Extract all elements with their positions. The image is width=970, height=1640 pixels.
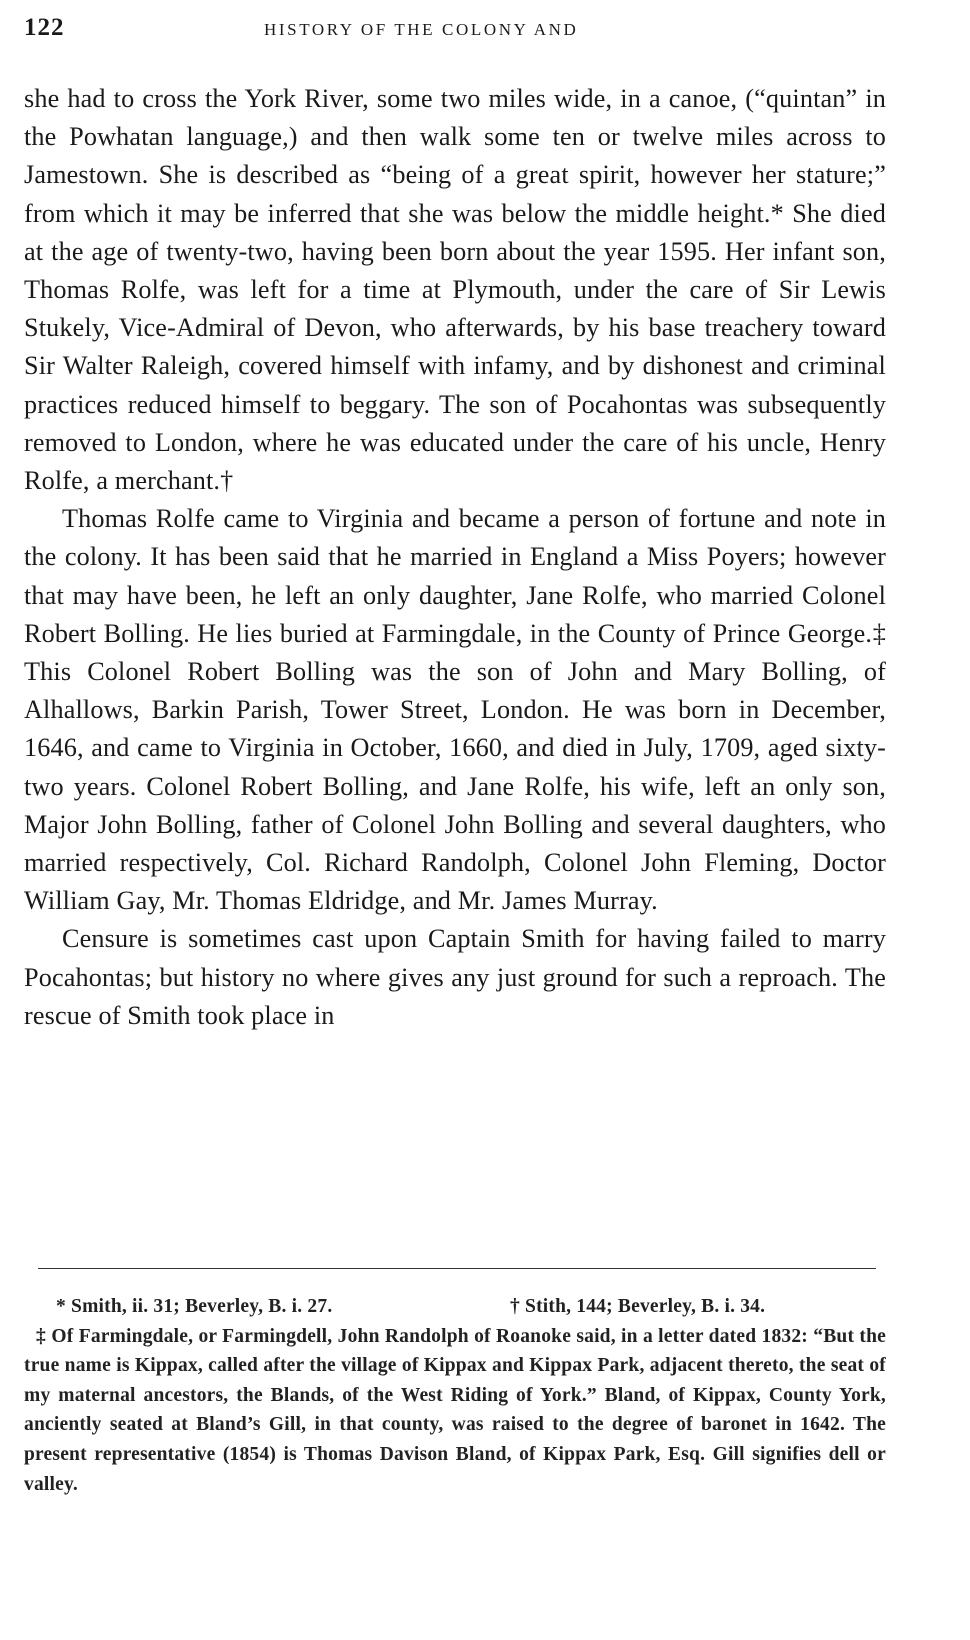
footnote-star: * Smith, ii. 31; Beverley, B. i. 27.: [56, 1296, 333, 1317]
paragraph-continued: she had to cross the York River, some two miles wide, in a canoe, (“quintan” in the Powhatan language,) and then walk some ten or twelve miles across to Jamestown. She is described as “being of a great spirit, however her stature;” from which it may be inferred that she was below the middle height.* She died at the age of twenty-two, having been born about the year 1595. Her infant son, Thomas Rolfe, was left for a time at Plymouth, under the care of Sir Lewis Stukely, Vice-Admiral of Devon, who afterwards, by his base treachery toward Sir Walter Raleigh, covered himself with infamy, and by dishonest and criminal practices reduced himself to beggary. The son of Pocahontas was subsequently removed to London, where he was educated under the care of his uncle, Henry Rolfe, a merchant.†: [24, 84, 886, 496]
running-title: HISTORY OF THE COLONY AND: [264, 20, 579, 39]
footnote-row: [24, 1292, 886, 1322]
footnotes: [24, 1292, 886, 1499]
paragraph-thomas-rolfe: Thomas Rolfe came to Virginia and became a person of fortune and note in the colony. It has been said that he married in England a Miss Poyers; however that may have been, he left an only daughter, Jane Rolfe, who married Colonel Robert Bolling. He lies buried at Farmingdale, in the County of Prince George.‡ This Colonel Robert Bolling was the son of John and Mary Bolling, of Alhallows, Barkin Parish, Tower Street, London. He was born in December, 1646, and came to Virginia in October, 1660, and died in July, 1709, aged sixty-two years. Colonel Robert Bolling, and Jane Rolfe, his wife, left an only son, Major John Bolling, father of Colonel John Bolling and several daughters, who married respectively, Col. Richard Randolph, Colonel John Fleming, Doctor William Gay, Mr. Thomas Eldridge, and Mr. James Murray.: [24, 504, 886, 916]
running-head: [24, 14, 886, 50]
footnote-divider: [38, 1268, 876, 1269]
page-number: 122: [24, 14, 65, 41]
footnote-dagger: † Stith, 144; Beverley, B. i. 34.: [510, 1296, 766, 1317]
footnote-double-dagger: ‡ Of Farmingdale, or Farmingdell, John Randolph of Roanoke said, in a letter dated 1832: “But the true name is Kippax, called after the village of Kippax and Kippax Park, adjacent thereto, the seat of my maternal ancestors, the Blands, of the West Riding of York.” Bland, of Kippax, County York, anciently seated at Bland’s Gill, in that county, was raised to the degree of baronet in 1642. The present representative (1854) is Thomas Davison Bland, of Kippax Park, Esq. Gill signifies dell or valley.: [24, 1325, 886, 1495]
body-text: [24, 80, 886, 1035]
paragraph-censure: Censure is sometimes cast upon Captain Smith for having failed to marry Pocahontas; but history no where gives any just ground for such a reproach. The rescue of Smith took place in: [24, 924, 886, 1030]
